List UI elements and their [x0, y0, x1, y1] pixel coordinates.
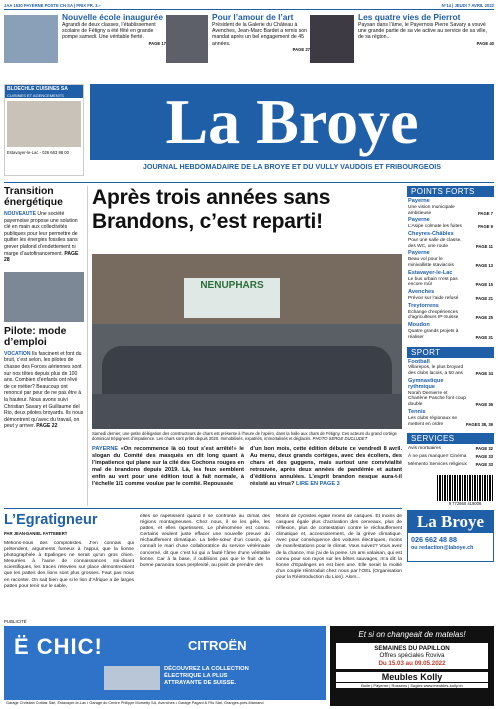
masthead-bar: [4, 3, 494, 10]
sidebar-item-page: PAGE 25: [475, 315, 493, 321]
kicker: VOCATION: [4, 350, 31, 357]
teaser-3[interactable]: [358, 13, 494, 46]
teaser-title: Nouvelle école inaugurée: [62, 12, 163, 22]
sidebar-item[interactable]: [408, 379, 493, 408]
kicker: PAYERNE: [92, 446, 119, 452]
teaser-page: PAGE 27: [292, 46, 310, 52]
sidebar-item-page: PAGE 33: [475, 461, 493, 467]
teaser-page: PAGE 40: [476, 40, 494, 46]
sidebar-item[interactable]: [408, 218, 493, 230]
teaser-page: PAGE 17: [148, 40, 166, 46]
contact-logo: La Broye: [408, 511, 493, 533]
sidebar-item[interactable]: [408, 454, 493, 460]
sidebar-heading-services: SERVICES: [407, 433, 494, 444]
sidebar-item[interactable]: [408, 360, 493, 377]
sidebar-item-title: Football: [408, 358, 430, 365]
divider: [4, 508, 402, 509]
teaser-title: Les quatre vies de Pierrot: [358, 12, 461, 22]
sidebar: [407, 186, 494, 616]
sidebar-item-page: PAGE 34: [475, 371, 493, 377]
editorial-col-1: Méfions-nous des complotistes. J’en connais qui prétendent, arguments fumeux à l’appui, que la lionne photographiée à Epalinges ne serait qu’un gros chien. Mesurées à l’aune de connaissances soi-disant scientifiques, les traces relevées sur place démontreraient que les pattes des lions sont plus grosses. Faut pas nous en raconter. On sait bien que si le lion d’Afrique a de larges pattes pour tenir sur le sable,: [4, 541, 134, 589]
masthead-logo[interactable]: La Broye: [165, 86, 419, 157]
teaser-strip: [4, 13, 494, 69]
teaser-photo-bardet: [166, 15, 208, 63]
sidebar-item-desc: Le bus urbain n’est pas encore mûr: [408, 276, 458, 288]
masthead-logo-box: [90, 84, 494, 160]
sidebar-item-title: Gymnastique rythmique: [408, 377, 444, 390]
teaser-1[interactable]: [62, 13, 166, 46]
story-title-transition[interactable]: Transition énergétique: [4, 186, 63, 208]
photo-credit: PHOTO SERGE DUCLUDET: [312, 436, 368, 441]
sidebar-item-title: Cheyres-Châbles: [408, 230, 454, 237]
ad-citroen-car: [104, 666, 160, 690]
divider: [4, 182, 494, 183]
sidebar-item-title: Tennis: [408, 408, 426, 415]
tagline: JOURNAL HEBDOMADAIRE DE LA BROYE ET DU VULLY VAUDOIS ET FRIBOURGEOIS: [142, 162, 442, 171]
story-body: Ils fascinent et font du bruit, c’est selon, les pilotes de chasse des Forces aériennes sont sur nos têtes depuis plus de 100 ans. Combien d’enfants ont rêvé de ce métier? Beaucoup ont renoncé par peur de ne pas être à la hauteur. Nous avons suivi Christian Savary et Guillaume del Rio, deux pilotes broyards. Ils nous démontrent qu’avec du travail, on peut y arriver.: [4, 350, 84, 430]
sidebar-item[interactable]: [408, 251, 493, 268]
ad-line: DÉCOUVREZ LA COLLECTION: [164, 666, 249, 672]
sidebar-item-title: Payerne: [408, 217, 430, 224]
contact-box: [407, 510, 494, 562]
sidebar-item-page: PAGE 13: [475, 262, 493, 268]
sidebar-item-desc: Echange d’expériences d’agriculteurs IP-Suisse: [408, 309, 459, 321]
teaser-text: Président de la Galerie du Château à Avenches, Jean-Marc Bardet a remis son mandat après un bel engagement de 45 années.: [212, 22, 308, 47]
lead-text: «On recommence là où tout s’est arrêté!» le slogan du Comité des masqués en dit long quant à l’impatience qui plane sur la cité des Cochons rouges en mal de brandons depuis 2019. Là, les feux semblent enfin au vert pour une édition tout à fait normale, à l’échelle 1/1 comme voulue par le comité. Repoussée: [92, 446, 244, 488]
page-ref: PAGE 28: [4, 250, 79, 264]
sidebar-item[interactable]: [408, 410, 493, 427]
sidebar-item-title: Moudon: [408, 322, 430, 329]
sidebar-item-desc: Villarepos, le plus broyard des clubs lacois, a 50 ans: [408, 365, 464, 377]
sidebar-item-desc: L’Asipe colmate les fuites: [408, 224, 462, 230]
sidebar-item-desc: Mémento Services religieux: [408, 461, 467, 467]
sidebar-item-page: PAGES 38, 39: [465, 421, 493, 427]
sidebar-item-title: Treytorrens: [408, 302, 439, 309]
sidebar-item-desc: Pour une salle de classe, des WC, une route: [408, 237, 462, 249]
sidebar-item-page: PAGE 15: [475, 282, 493, 288]
sidebar-item-title: Payerne: [408, 198, 430, 204]
left-column: [4, 186, 84, 496]
ad-line: ÉLECTRIQUE LA PLUS: [164, 673, 228, 679]
ad-line: SEMAINES DU PAPILLON: [374, 645, 450, 652]
sidebar-item-desc: Avis mortuaires: [408, 446, 441, 452]
sidebar-item-page: PAGE 7: [477, 210, 493, 216]
ad-bloechle[interactable]: [4, 84, 84, 176]
sidebar-item-page: PAGE 31: [475, 334, 493, 340]
sidebar-item-desc: Prévoir sur l’aide refusé: [408, 295, 459, 301]
editorial-col-3: Moins de cyclistes égale moins de casques. Et moins de casques égale plus d’activation des cerveaux, plus de réflexion, plus de contestation contre le réchauffement climatique et, accessoirement, de la grève climatique. Avec pour conséquence des voitures électriques, moins de manifestations pour le climat. Vous suivez? Vous avez de la chance, moi j’ai de la peine. Un ami valaisan, qui est connu pour son rayon sur les bêtes sauvages, m’a dit: la lionne d’Epalinges en est bien une. Elle serait la moitié d’un couple réintroduit chez nous par l’OEL (Organisation pour la Réintroduction du Lion). Alors...: [276, 514, 402, 580]
headline[interactable]: Après trois années sans Brandons, c’est reparti!: [92, 186, 331, 233]
photo-caption: [92, 431, 402, 441]
barcode: [437, 475, 493, 501]
sidebar-heading-sport: SPORT: [407, 347, 494, 358]
kicker: NOUVEAUTÉ: [4, 211, 36, 217]
editorial-col-2: elles se rapetissent quand il se confronte au climat des régions montagneuses. Chez nous, il se les gèle, les pattes, et elles rapetissent. Le phénomène est connu. Certains veulent juste effacer une nouvelle preuve du réchauffement climatique. La belle-sœur d’un cousin, qui connaît le mari d’une collaboratrice du service vétérinaire concerné, dit que c’est lui qui a fauté l’âme d’une véritable lionne. Car à la base, il oubliions pas que le fruit de la bonne paranoïa sous perplexité, au point de prendre des: [140, 514, 270, 568]
sidebar-item-page: PAGE 32: [475, 446, 493, 452]
photo-banner: NENUPHARS: [200, 280, 264, 291]
issue-right: N°14 | JEUDI 7 AVRIL 2022: [441, 3, 494, 8]
ad-line: Offres spéciales Roviva: [379, 652, 445, 660]
ad-line: ATTRAYANTE DE SUISSE.: [164, 680, 236, 686]
contact-email[interactable]: ou redaction@laboye.ch: [411, 544, 474, 551]
ad-citroen-brand: CITROËN: [188, 638, 247, 653]
ad-kolly-question: Et si on changeait de matelas!: [358, 630, 466, 639]
publicite-label: PUBLICITÉ: [4, 619, 27, 624]
ad-meubles-kolly[interactable]: [330, 626, 494, 706]
ad-kolly-brand: Meubles Kolly: [336, 672, 488, 682]
read-more[interactable]: LIRE EN PAGE 3: [296, 481, 340, 488]
ad-bloechle-kitchen-photo: [7, 101, 81, 147]
sidebar-item-desc: Les clubs régionaux se mettent en ordre: [408, 415, 458, 427]
sidebar-item[interactable]: [408, 462, 493, 468]
sidebar-item-desc: Beau vol pour le minivalliste staviacois: [408, 257, 454, 268]
ad-citroen-footer: Garage Christian Cottiaz Sàrl, Estavayer-le-Lac • Garage du Centre Philippe Morsetty SA, Avenches • Garage Pagani & Fils Sàrl, Granges-près-Marnand: [4, 700, 326, 706]
sidebar-item-desc: Norah Demierre et Charlène Pasche font coup double: [408, 390, 466, 408]
sidebar-item[interactable]: [408, 232, 493, 249]
sidebar-item[interactable]: [408, 446, 493, 452]
sidebar-item[interactable]: [408, 323, 493, 340]
barcode-number: 9 772660 419006: [448, 500, 482, 506]
ad-bloechle-sub: CUISINES ET AGENCEMENTS: [5, 93, 83, 98]
teaser-text: Agrandi de deux classes, l’établissement scolaire de Fétigny a été fêté en grande pompe samedi. Une véritable fierté.: [62, 22, 156, 41]
sidebar-item-desc: Quatre grands projets à réaliser: [408, 328, 459, 340]
ad-citroen-chic: Ë CHIC!: [14, 634, 103, 659]
editorial-title[interactable]: L’Egratigneur: [4, 512, 98, 528]
sidebar-item[interactable]: [408, 271, 493, 288]
ad-bloechle-address: Estavayer-le-Lac - 026 663 98 00: [7, 150, 69, 155]
sidebar-item-title: Avenches: [408, 289, 435, 296]
sidebar-item-page: PAGE 11: [475, 243, 493, 249]
ad-kolly-footer: Bulle | Payerne | Rossens | Sugiez www.meubles-kolly.ch: [336, 683, 488, 688]
issue-left: JAA 1530 PAYERNE POSTE CH SA | PRIX FR. 3.–: [4, 3, 101, 8]
sidebar-item-title: Estavayer-le-Lac: [408, 269, 453, 276]
lead-col-2: [250, 446, 402, 506]
ad-citroen[interactable]: [4, 626, 326, 706]
teaser-title: Pour l’amour de l’art: [212, 12, 294, 22]
ad-citroen-copy: [164, 666, 249, 687]
editorial-byline: PAR JEAN-DANIEL FATTEBERT: [4, 531, 68, 536]
teaser-photo-pierrot: [310, 15, 354, 63]
sidebar-item[interactable]: [408, 290, 493, 302]
sidebar-item-page: PAGE 21: [475, 295, 493, 301]
sidebar-item-desc: À ne pas manquer! Cinéma: [408, 454, 467, 460]
sidebar-item-desc: Une vision municipale ambitieuse: [408, 204, 455, 216]
story-body: Une société payernoise propose une solution clé en main aux collectivités publiques pour leur permettre de quitter les énergies fossiles sans grever plafond d’endettement ni marge d’autofinancement.: [4, 211, 78, 257]
ad-line: Du 15.03 au 09.05.2022: [378, 659, 446, 667]
teaser-2[interactable]: [212, 13, 310, 52]
lead-text: d’un bon mois, cette édition débute ce vendredi 8 avril. Au menu, deux grands cortèges, avec des écoliers, des chars et des guggens, mais surtout une convivialité retrouvée, après deux années de pandémie et autant d’éditions annulées. L’esprit brandon nesque aura-t-il résisté au virus?: [250, 446, 402, 488]
ad-bloechle-name: BLOECHLE CUISINES SA: [5, 85, 83, 93]
contact-phone[interactable]: 026 662 48 88: [411, 534, 457, 544]
teaser-text: Paysan dans l’âme, le Payernois Pierre Savary a vouvé une grande partie de sa vie active au service de sa ville, de sa région...: [358, 22, 487, 41]
sidebar-item-title: Payerne: [408, 250, 430, 257]
pilot-photo: [4, 272, 84, 322]
sidebar-heading-points-forts: POINTS FORTS: [407, 186, 494, 197]
divider: [87, 186, 88, 506]
sidebar-item-page: PAGE 9: [477, 224, 493, 230]
sidebar-item-page: PAGE 33: [475, 454, 493, 460]
caption-text: Samedi dernier, une petite délégation des constructeurs de chars est présente à l’heure de l’apéro, dans la halle aux chars de Fétigny. Ces acteurs du grand cortège dominical trépignent d’impatience. Les chars sont prêts depuis 2020. Immobilisés, expatriés, immortalisés et déglacés.: [92, 431, 397, 441]
main-photo: [92, 254, 402, 429]
sidebar-item[interactable]: [408, 304, 493, 321]
sidebar-item-page: PAGE 36: [475, 402, 493, 408]
sidebar-item[interactable]: [408, 199, 493, 216]
teaser-photo-school: [4, 15, 58, 63]
lead-col-1: [92, 446, 244, 506]
page-ref: PAGE 22: [36, 423, 58, 430]
story-title-pilote[interactable]: Pilote: mode d’emploi: [4, 325, 67, 348]
